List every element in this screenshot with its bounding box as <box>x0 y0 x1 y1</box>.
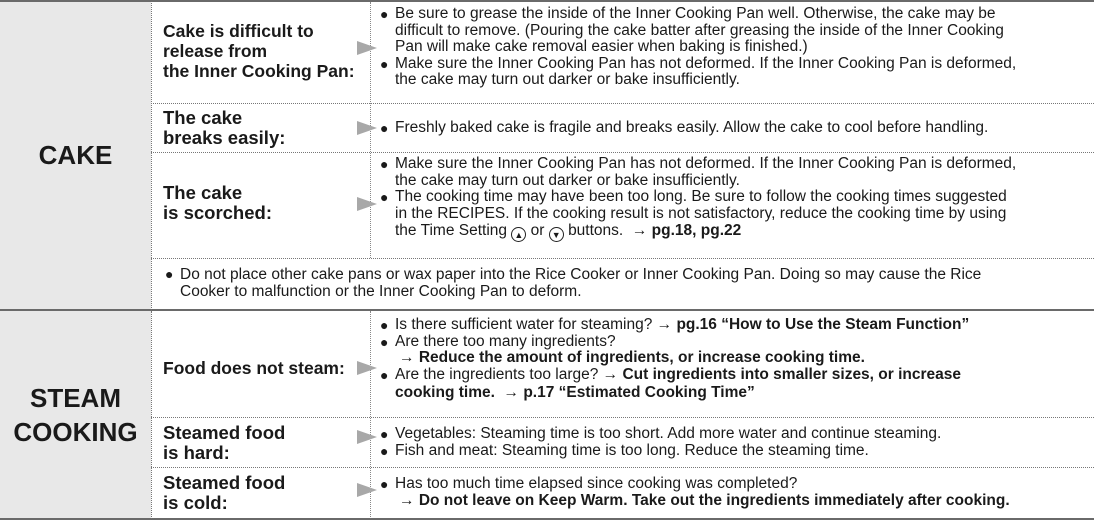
arrow-icon <box>357 483 377 497</box>
arrow-icon <box>357 430 377 444</box>
rule-section <box>0 309 1094 311</box>
bullet-icon: ● <box>165 266 174 282</box>
arrow-right-icon: → <box>656 316 673 333</box>
bullet-icon: ● <box>380 476 389 492</box>
bullet-icon: ● <box>380 6 389 22</box>
bullet-item: ● Be sure to grease the inside of the Inner Cooking Pan well. Otherwise, the cake may be difficult to remove. (Pouring the cake batter after greasing the inside of the Inner Cooking Pan will make cake removal easier when baking is finished.) <box>380 5 1004 55</box>
bullet-icon: ● <box>380 333 389 350</box>
rule-cake-2 <box>151 152 1094 153</box>
problem-title: The cake breaks easily: <box>163 107 286 148</box>
bullet-icon: ● <box>380 442 389 459</box>
arrow-icon <box>357 121 377 135</box>
solution-text <box>380 476 1086 509</box>
arrow-right-icon: → <box>399 349 415 366</box>
bullet-icon: ● <box>380 120 389 136</box>
time-up-icon: ▲ <box>511 227 526 242</box>
arrow-right-icon: → <box>631 222 648 239</box>
solution-text <box>380 426 1086 459</box>
rule-bottom <box>0 518 1094 520</box>
bullet-item: ● Is there sufficient water for steaming? → pg.16 “How to Use the Steam Function” <box>380 316 970 333</box>
arrow-icon <box>357 197 377 211</box>
bullet-item: ● The cooking time may have been too long. Be sure to follow the cooking times suggested in the RECIPES. If the cooking result is not satisfactory, reduce the cooking time by using the Time Setting ▲ or ▼ buttons. → pg.18, pg.22 <box>380 188 1007 240</box>
bullet-item: ● Make sure the Inner Cooking Pan has not deformed. If the Inner Cooking Pan is deformed, the cake may turn out darker or bake insufficiently. <box>380 155 1017 189</box>
cake-heading-text: CAKE <box>38 140 113 170</box>
problem-title: Cake is difficult to release from the Inner Cooking Pan: <box>163 21 355 81</box>
arrow-right-icon: → <box>503 384 520 401</box>
cake-note <box>165 266 1085 300</box>
solution-text <box>380 156 1086 242</box>
section-cake-heading <box>0 0 151 310</box>
page-reference: pg.18, pg.22 <box>651 222 742 239</box>
solution-text <box>380 6 1086 89</box>
steam-heading-line2: COOKING <box>13 417 138 447</box>
arrow-right-icon: → <box>602 365 619 383</box>
bullet-icon: ● <box>380 426 389 442</box>
problem-title: Steamed food is hard: <box>163 422 286 463</box>
bullet-icon: ● <box>380 156 389 172</box>
rule-cake-1 <box>151 103 1094 104</box>
problem-title: The cake is scorched: <box>163 182 272 223</box>
arrow-icon <box>357 361 377 375</box>
section-divider-steam <box>151 311 152 519</box>
rule-cake-3 <box>151 258 1094 259</box>
bullet-item: ● Freshly baked cake is fragile and breaks easily. Allow the cake to cool before handling. <box>380 119 989 136</box>
bullet-icon: ● <box>380 366 389 383</box>
arrow-icon <box>357 41 377 55</box>
bullet-item: ● Has too much time elapsed since cooking was completed? → Do not leave on Keep Warm. Take out the ingredients immediately after cooking. <box>380 475 1010 509</box>
problem-title: Food does not steam: <box>163 358 345 378</box>
problem-title: Steamed food is cold: <box>163 472 286 513</box>
bullet-item: ● Are there too many ingredients? → Reduce the amount of ingredients, or increase cooking time. <box>380 332 865 366</box>
rule-steam-2 <box>151 467 1094 468</box>
solution-text <box>380 317 1086 402</box>
bullet-icon: ● <box>380 317 389 333</box>
section-steam-heading <box>0 311 151 519</box>
page-reference: pg.16 “How to Use the Steam Function” <box>676 316 970 333</box>
rule-top <box>0 0 1094 2</box>
page-reference: p.17 “Estimated Cooking Time” <box>523 384 755 401</box>
bullet-item: ● Do not place other cake pans or wax paper into the Rice Cooker or Inner Cooking Pan. Doing so may cause the Rice Cooker to malfunction or the Inner Cooking Pan to deform. <box>165 266 982 300</box>
bullet-icon: ● <box>380 55 389 72</box>
arrow-right-icon: → <box>399 491 415 509</box>
time-down-icon: ▼ <box>549 227 564 242</box>
bullet-icon: ● <box>380 189 389 205</box>
rule-steam-1 <box>151 417 1094 418</box>
bullet-item: ● Are the ingredients too large? → Cut ingredients into smaller sizes, or increase cooking time. → p.17 “Estimated Cooking Time” <box>380 365 962 401</box>
bullet-item: ● Make sure the Inner Cooking Pan has not deformed. If the Inner Cooking Pan is deformed, the cake may turn out darker or bake insufficiently. <box>380 54 1017 88</box>
section-divider-cake <box>151 0 152 310</box>
solution-text <box>380 120 1086 137</box>
bullet-item: ● Fish and meat: Steaming time is too long. Reduce the steaming time. <box>380 441 869 459</box>
steam-heading-line1: STEAM <box>29 383 121 413</box>
bullet-item: ● Vegetables: Steaming time is too short. Add more water and continue steaming. <box>380 425 942 442</box>
